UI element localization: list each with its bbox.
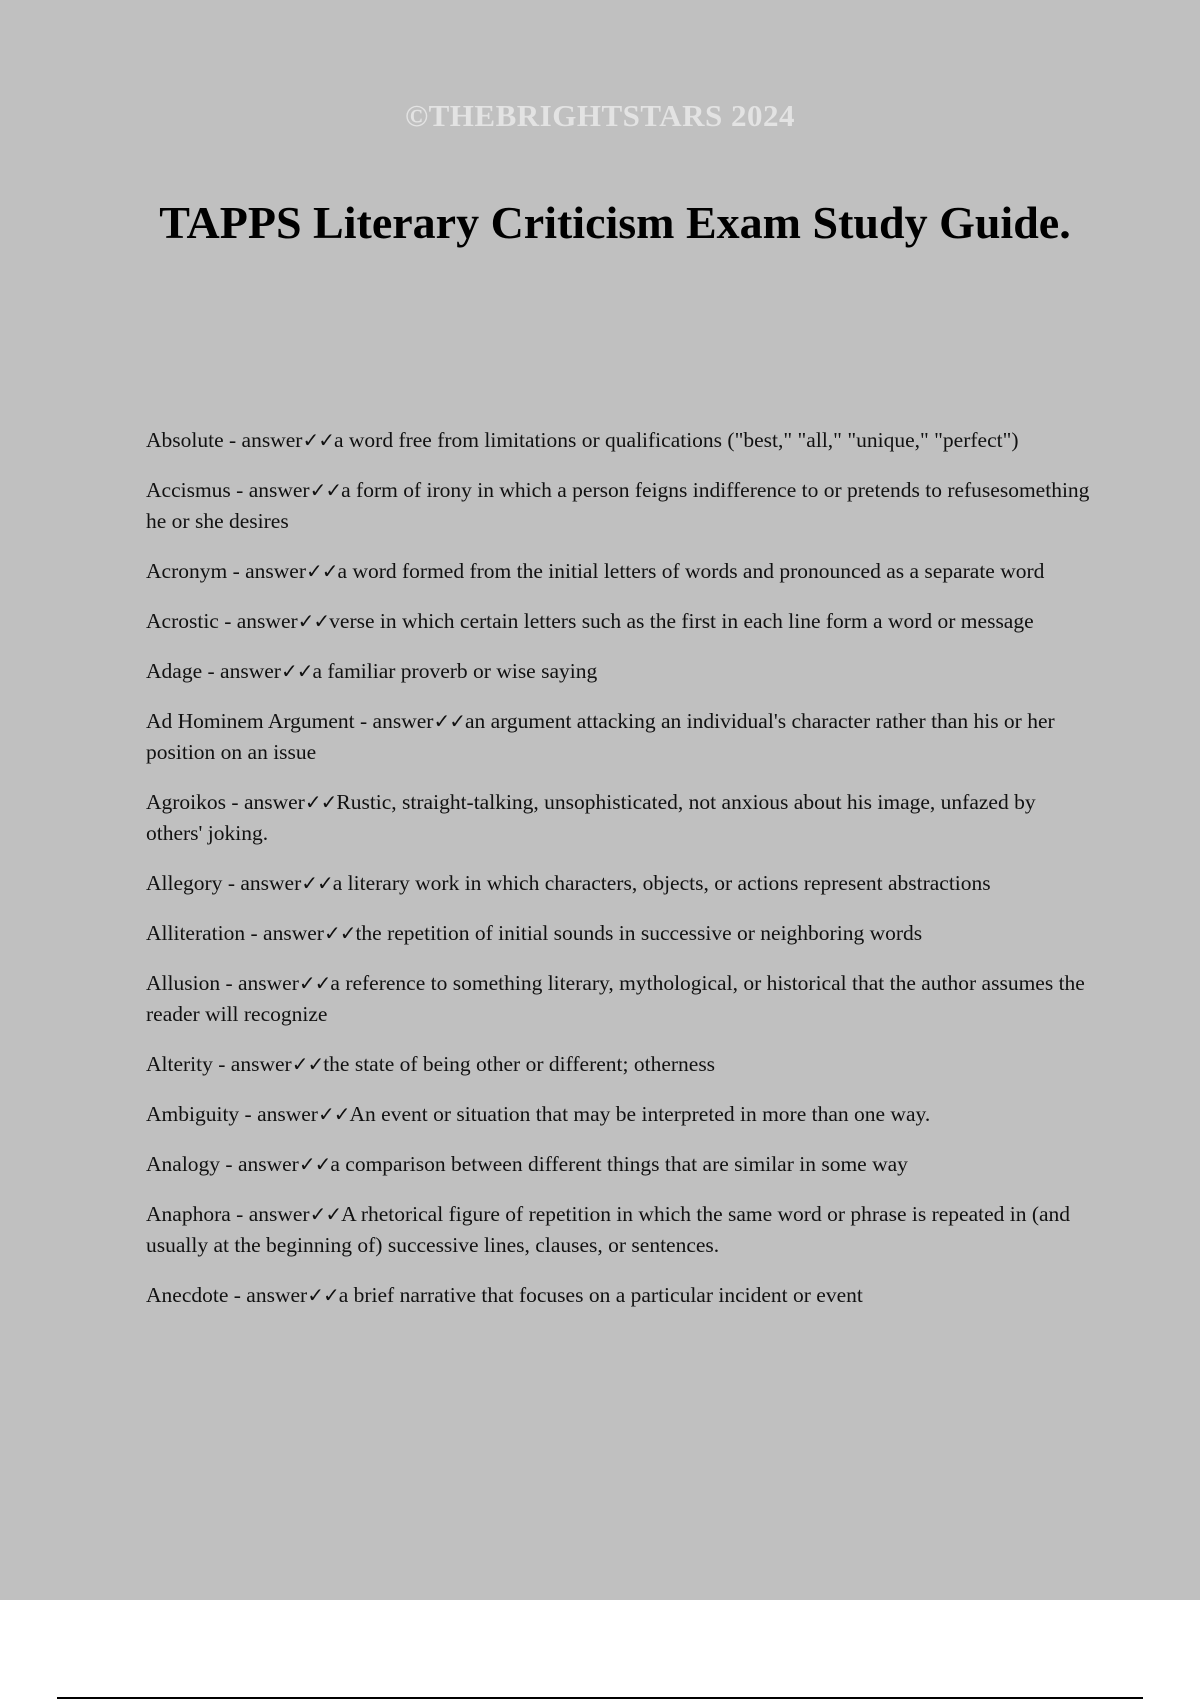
glossary-entry xyxy=(146,1280,1096,1311)
checkmark-icon: ✓✓ xyxy=(323,921,356,945)
page-title: TAPPS Literary Criticism Exam Study Guide. xyxy=(159,197,1071,248)
checkmark-icon: ✓✓ xyxy=(301,871,333,895)
glossary-entry xyxy=(146,556,1096,587)
entry-definition: An event or situation that may be interpreted in more than one way. xyxy=(349,1102,931,1126)
checkmark-icon: ✓✓ xyxy=(298,971,331,995)
checkmark-icon: ✓✓ xyxy=(297,609,330,633)
entry-term: Acrostic xyxy=(146,609,219,633)
entry-separator: - answer xyxy=(227,559,307,583)
entry-term: Analogy xyxy=(146,1152,221,1176)
entry-term: Anecdote xyxy=(146,1283,229,1307)
checkmark-icon: ✓✓ xyxy=(291,1052,324,1076)
entry-definition: a form of irony in which a person feigns indifference to or pretends to refusesomething he or she desires xyxy=(146,478,1090,533)
entry-definition: a familiar proverb or wise saying xyxy=(312,659,598,683)
entry-separator: - answer xyxy=(220,1152,299,1176)
checkmark-icon: ✓✓ xyxy=(309,1202,342,1226)
glossary-entry xyxy=(146,475,1096,537)
glossary-entry xyxy=(146,1149,1096,1180)
entry-definition: a brief narrative that focuses on a particular incident or event xyxy=(338,1283,863,1307)
entry-term: Absolute xyxy=(146,428,224,452)
entry-term: Adage xyxy=(146,659,203,683)
glossary-entry xyxy=(146,706,1096,768)
checkmark-icon: ✓✓ xyxy=(433,709,465,733)
checkmark-icon: ✓✓ xyxy=(298,1152,331,1176)
entry-term: Allegory xyxy=(146,871,223,895)
entry-definition: Rustic, straight-talking, unsophisticated, not anxious about his image, unfazed by others' joking. xyxy=(146,790,1036,845)
glossary-entry xyxy=(146,968,1096,1030)
entry-term: Allusion xyxy=(146,971,221,995)
entry-separator: - answer xyxy=(354,709,434,733)
checkmark-icon: ✓✓ xyxy=(302,428,334,452)
entry-term: Ambiguity xyxy=(146,1102,240,1126)
checkmark-icon: ✓✓ xyxy=(306,559,338,583)
glossary-list xyxy=(146,425,1096,1330)
glossary-entry xyxy=(146,1199,1096,1261)
entry-definition: the state of being other or different; otherness xyxy=(323,1052,716,1076)
entry-definition: a reference to something literary, mythological, or historical that the author assumes the reader will recognize xyxy=(146,971,1085,1026)
glossary-entry xyxy=(146,868,1096,899)
entry-separator: - answer xyxy=(212,1052,292,1076)
glossary-entry xyxy=(146,606,1096,637)
entry-definition: a word free from limitations or qualifications ("best," "all," "unique," "perfect") xyxy=(333,428,1019,452)
entry-definition: an argument attacking an individual's character rather than his or her position on an issue xyxy=(146,709,1055,764)
entry-definition: verse in which certain letters such as the first in each line form a word or message xyxy=(329,609,1034,633)
glossary-entry xyxy=(146,425,1096,456)
entry-separator: - answer xyxy=(245,921,324,945)
entry-separator: - answer xyxy=(228,1283,308,1307)
entry-definition: a word formed from the initial letters of words and pronounced as a separate word xyxy=(337,559,1045,583)
entry-separator: - answer xyxy=(218,609,298,633)
entry-separator: - answer xyxy=(222,871,302,895)
entry-definition: a comparison between different things that are similar in some way xyxy=(330,1152,908,1176)
entry-term: Anaphora xyxy=(146,1202,231,1226)
entry-separator: - answer xyxy=(226,790,305,814)
glossary-entry xyxy=(146,918,1096,949)
entry-separator: - answer xyxy=(202,659,281,683)
entry-term: Accismus xyxy=(146,478,231,502)
entry-separator: - answer xyxy=(230,478,310,502)
entry-term: Acronym xyxy=(146,559,228,583)
entry-separator: - answer xyxy=(220,971,299,995)
entry-separator: - answer xyxy=(223,428,303,452)
entry-term: Ad Hominem Argument xyxy=(146,709,355,733)
checkmark-icon: ✓✓ xyxy=(317,1102,350,1126)
footer-divider xyxy=(57,1697,1143,1699)
checkmark-icon: ✓✓ xyxy=(307,1283,339,1307)
glossary-entry xyxy=(146,787,1096,849)
entry-term: Alliteration xyxy=(146,921,246,945)
entry-term: Agroikos xyxy=(146,790,227,814)
entry-definition: the repetition of initial sounds in successive or neighboring words xyxy=(355,921,923,945)
entry-definition: A rhetorical figure of repetition in which the same word or phrase is repeated in (and usually at the beginning of) successive lines, clauses, or sentences. xyxy=(146,1202,1071,1257)
glossary-entry xyxy=(146,1049,1096,1080)
watermark: ©THEBRIGHTSTARS 2024 xyxy=(404,98,796,133)
glossary-entry xyxy=(146,656,1096,687)
entry-separator: - answer xyxy=(239,1102,318,1126)
checkmark-icon: ✓✓ xyxy=(304,790,337,814)
entry-separator: - answer xyxy=(230,1202,310,1226)
checkmark-icon: ✓✓ xyxy=(280,659,313,683)
entry-term: Alterity xyxy=(146,1052,213,1076)
checkmark-icon: ✓✓ xyxy=(309,478,342,502)
glossary-entry xyxy=(146,1099,1096,1130)
entry-definition: a literary work in which characters, objects, or actions represent abstractions xyxy=(332,871,991,895)
